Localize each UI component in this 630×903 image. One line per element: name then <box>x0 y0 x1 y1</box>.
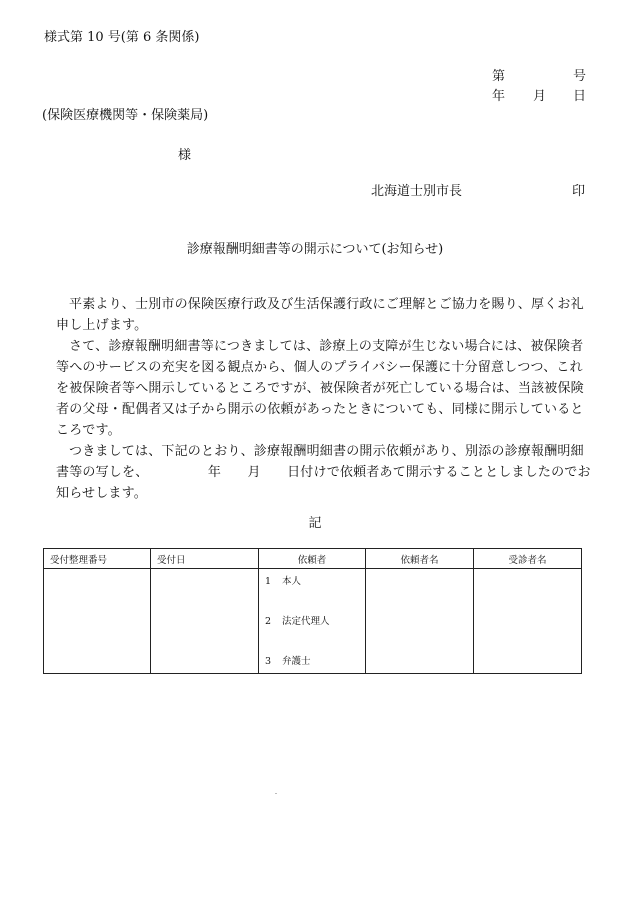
cell-receipt-number[interactable] <box>44 569 151 674</box>
requester-option[interactable] <box>259 653 365 673</box>
disclosure-table <box>43 548 582 674</box>
date-day-label: 日 <box>573 89 587 104</box>
body-paragraph-2: さて、診療報酬明細書等につきましては、診療上の支障が生じない場合には、被保険者等へのサービスの充実を図る観点から、個人のプライバシー保護に十分留意しつつ、これを被保険者等へ開示しているところですが、被保険者が死亡している場合は、当該被保険者の父母・配偶者又は子から開示の依頼があったときについても、同様に開示しているところです。 <box>56 339 584 438</box>
table-header-row <box>44 549 582 569</box>
option-label: 弁護士 <box>282 656 311 667</box>
header-requester-name: 依頼者名 <box>366 549 474 569</box>
document-title: 診療報酬明細書等の開示について(お知らせ) <box>186 242 444 257</box>
header-receipt-date: 受付日 <box>151 549 259 569</box>
date-month-label: 月 <box>533 89 547 104</box>
recipient-honorific: 様 <box>178 148 192 163</box>
option-label: 本人 <box>282 576 302 587</box>
option-number: 1 <box>265 576 272 587</box>
scan-speck <box>275 793 277 794</box>
issuer-name: 北海道士別市長 <box>371 184 463 199</box>
body-text <box>56 294 591 504</box>
form-number: 様式第 10 号(第 6 条関係) <box>44 30 200 45</box>
document-number-suffix: 号 <box>573 69 587 84</box>
option-number: 3 <box>265 656 272 667</box>
document-number-prefix: 第 <box>492 69 506 84</box>
body-paragraph-3: つきましては、下記のとおり、診療報酬明細書の開示依頼があり、別添の診療報酬明細書等の写しを、 年 月 日付けで依頼者あて開示することとしましたのでお知らせします。 <box>56 444 591 501</box>
option-label: 法定代理人 <box>282 616 330 627</box>
recipient-organization: (保険医療機関等・保険薬局) <box>42 108 209 123</box>
header-requester: 依頼者 <box>259 549 366 569</box>
body-paragraph-1: 平素より、士別市の保険医療行政及び生活保護行政にご理解とご協力を賜り、厚くお礼申し上げます。 <box>56 297 584 333</box>
requester-option[interactable] <box>259 613 365 653</box>
cell-requester-name[interactable] <box>366 569 474 674</box>
cell-patient-name[interactable] <box>474 569 582 674</box>
header-receipt-number: 受付整理番号 <box>44 549 151 569</box>
seal-mark: 印 <box>572 184 586 199</box>
ki-heading: 記 <box>308 516 322 531</box>
header-patient-name: 受診者名 <box>474 549 582 569</box>
cell-requester[interactable] <box>259 569 366 674</box>
cell-receipt-date[interactable] <box>151 569 259 674</box>
date-year-label: 年 <box>492 89 506 104</box>
table-row <box>44 569 582 674</box>
option-number: 2 <box>265 616 272 627</box>
requester-option[interactable] <box>259 573 365 613</box>
